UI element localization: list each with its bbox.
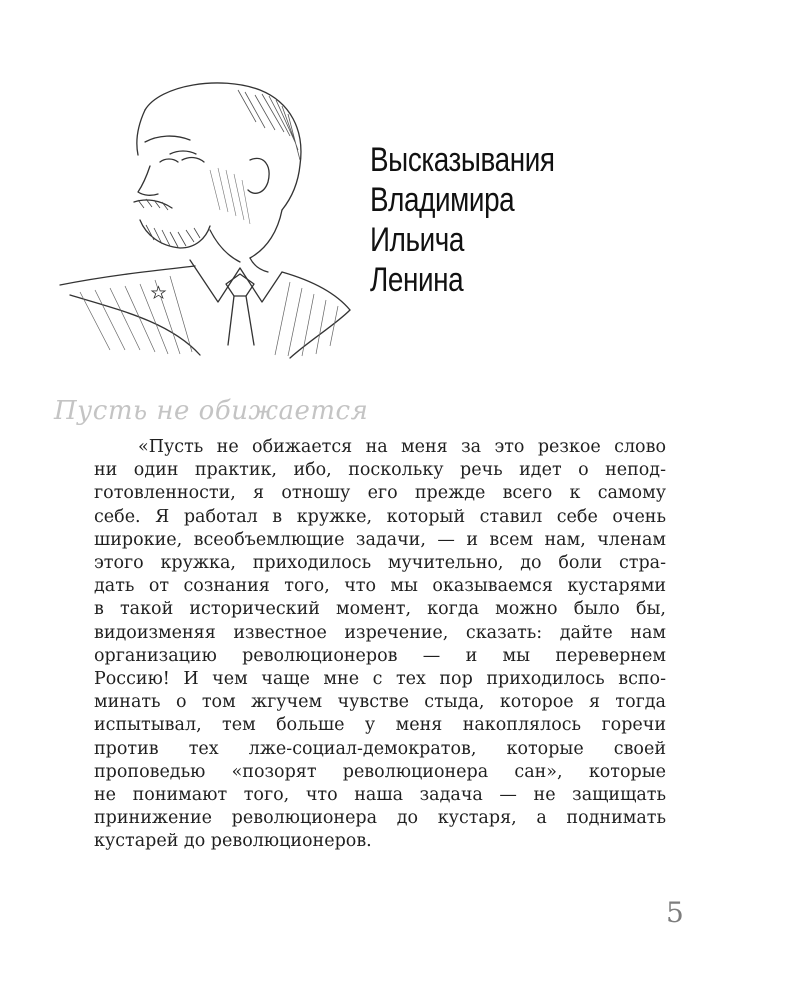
section-heading: Пусть не обижается [54, 396, 369, 426]
text-line: в такой исторический момент, когда можно было бы, [94, 599, 666, 620]
text-line: проповедью «позорят революционера сан», которые [94, 761, 666, 782]
page-title [370, 140, 665, 300]
text-line: видоизменяя известное изречение, сказать: дайте нам [94, 622, 666, 643]
title-line: Ленина [370, 261, 464, 299]
text-line: «Пусть не обижается на меня за это резкое слово [138, 437, 666, 457]
text-line: широкие, всеобъемлющие задачи, — и всем нам, членам [94, 529, 666, 550]
page-number: 5 [666, 896, 684, 929]
text-line: минать о том жгучем чувстве стыда, которое я тогда [94, 692, 666, 713]
text-line: себе. Я работал в кружке, который ставил себе очень [94, 506, 666, 527]
text-line: ни один практик, ибо, поскольку речь идет о непод- [94, 460, 666, 481]
text-line: испытывал, тем больше у меня накоплялось горечи [94, 715, 666, 736]
text-line: этого кружка, приходилось мучительно, до боли стра- [94, 553, 666, 574]
quote-body [94, 436, 666, 854]
text-line: принижение революционера до кустаря, а поднимать [94, 808, 666, 829]
text-line: организацию революционеров — и мы перевернем [94, 645, 666, 666]
text-line: готовленности, я отношу его прежде всего к самому [94, 483, 666, 504]
title-line: Ильича [370, 221, 464, 259]
text-line: не понимают того, что наша задача — не защищать [94, 785, 666, 806]
text-line: кустарей до революционеров. [94, 831, 372, 852]
text-line: дать от сознания того, что мы оказываемся кустарями [94, 576, 666, 597]
title-line: Высказывания [370, 141, 555, 179]
text-line: против тех лже-социал-демократов, которые своей [94, 738, 666, 759]
portrait-illustration [50, 70, 360, 360]
title-line: Владимира [370, 181, 515, 219]
text-line: Россию! И чем чаще мне с тех пор приходилось вспо- [94, 669, 666, 690]
